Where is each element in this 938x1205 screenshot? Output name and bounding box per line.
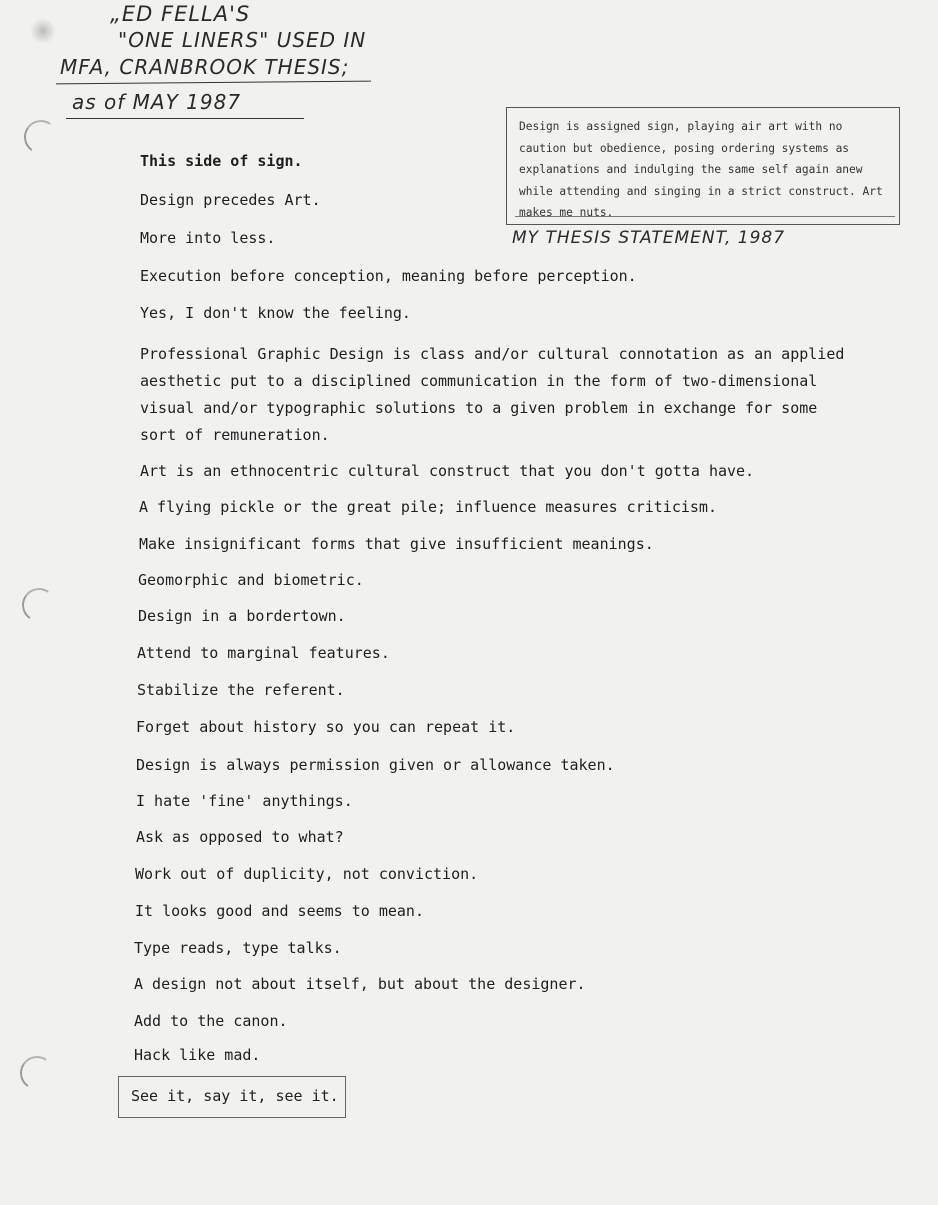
smudge-mark bbox=[30, 18, 56, 44]
handwritten-date: as of MAY 1987 bbox=[72, 90, 242, 114]
one-liner: Design in a bordertown. bbox=[138, 607, 346, 625]
one-liner: A design not about itself, but about the designer. bbox=[134, 975, 586, 993]
one-liner: Add to the canon. bbox=[134, 1012, 288, 1030]
one-liner: I hate 'fine' anythings. bbox=[136, 792, 353, 810]
one-liner: It looks good and seems to mean. bbox=[135, 902, 424, 920]
one-liner: Ask as opposed to what? bbox=[136, 828, 344, 846]
one-liner: Forget about history so you can repeat it. bbox=[136, 718, 516, 736]
punch-hole-icon bbox=[19, 585, 58, 624]
one-liner: Execution before conception, meaning before perception. bbox=[140, 267, 637, 285]
handwritten-underline bbox=[66, 118, 304, 119]
handwritten-note-line: MFA, CRANBROOK THESIS; bbox=[60, 55, 350, 79]
one-liner: Stabilize the referent. bbox=[137, 681, 345, 699]
thesis-statement-text: Design is assigned sign, playing air art with no caution but obedience, posing ordering systems as explanations and indulging the same self again anew while attending and singing in a strict construct. Art makes me nuts. bbox=[519, 120, 883, 219]
one-liner: A flying pickle or the great pile; influence measures criticism. bbox=[139, 498, 717, 516]
thesis-caption: MY THESIS STATEMENT, 1987 bbox=[512, 228, 786, 248]
one-liner: Make insignificant forms that give insufficient meanings. bbox=[139, 535, 654, 553]
one-liner: Type reads, type talks. bbox=[134, 939, 342, 957]
one-liner: Hack like mad. bbox=[134, 1046, 261, 1064]
boxed-one-liner: See it, say it, see it. bbox=[118, 1076, 346, 1118]
handwritten-note-line: „ED FELLA'S bbox=[110, 2, 251, 26]
handwritten-underline bbox=[56, 81, 371, 85]
punch-hole-icon bbox=[21, 117, 60, 156]
one-liner: Design precedes Art. bbox=[140, 191, 321, 209]
thesis-statement-box bbox=[506, 107, 900, 225]
one-liner: Design is always permission given or allowance taken. bbox=[136, 756, 615, 774]
one-liner: Art is an ethnocentric cultural construct that you don't gotta have. bbox=[140, 462, 755, 480]
one-liner: Geomorphic and biometric. bbox=[138, 571, 364, 589]
punch-hole-icon bbox=[17, 1053, 56, 1092]
definition-paragraph: Professional Graphic Design is class and/or cultural connotation as an applied aesthetic put to a disciplined communication in the form of two-dimensional visual and/or typographic solutions to a given problem in exchange for some sort of remuneration. bbox=[140, 345, 845, 444]
one-liner: Work out of duplicity, not conviction. bbox=[135, 865, 479, 883]
one-liner: Attend to marginal features. bbox=[137, 644, 390, 662]
one-liner: More into less. bbox=[140, 229, 276, 247]
document-title: This side of sign. bbox=[140, 152, 303, 170]
handwritten-note-line: "ONE LINERS" USED IN bbox=[118, 28, 367, 52]
one-liner: Yes, I don't know the feeling. bbox=[140, 304, 411, 322]
thesis-box-rule bbox=[515, 216, 895, 217]
